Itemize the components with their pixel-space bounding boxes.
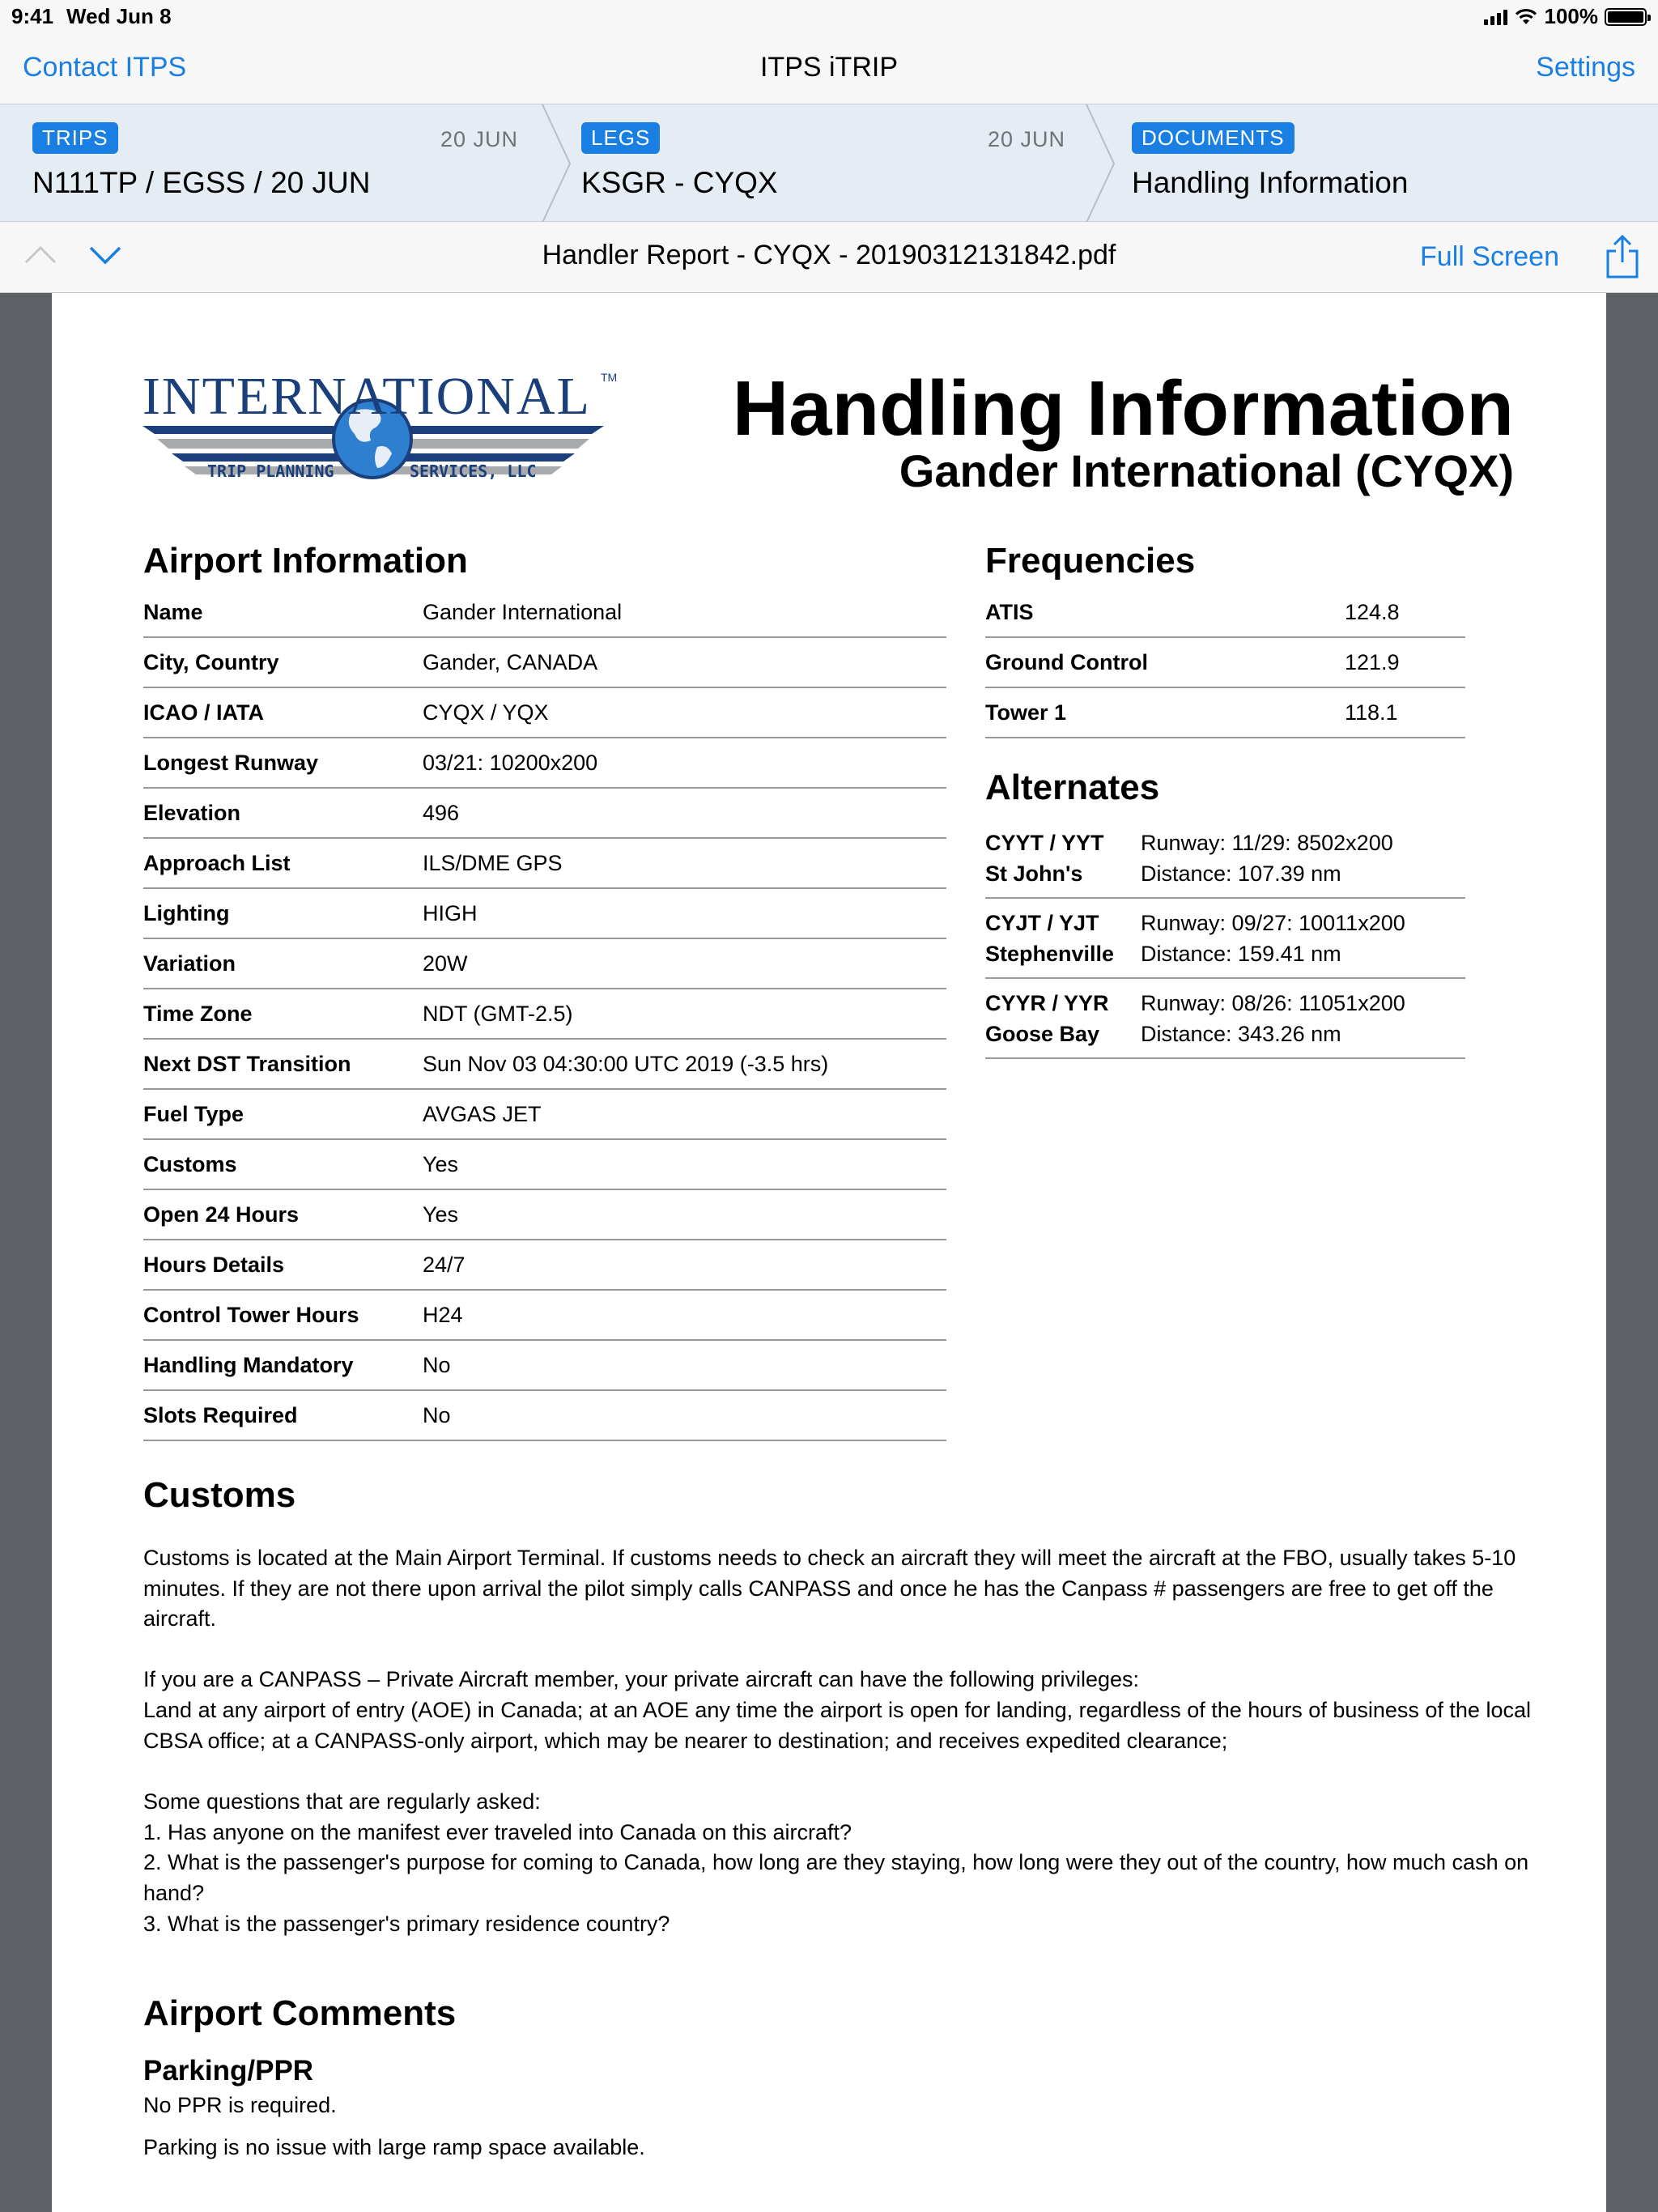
airport-info-row: [143, 1039, 946, 1089]
airport-info-row-value: ILS/DME GPS: [423, 838, 946, 888]
document-subtitle: Gander International (CYQX): [899, 445, 1514, 496]
settings-button[interactable]: Settings: [1536, 52, 1635, 83]
frequencies-heading: Frequencies: [985, 541, 1196, 581]
navigation-bar: [0, 34, 1658, 104]
frequencies-table: [985, 588, 1465, 738]
airport-info-row-label: Name: [143, 588, 423, 637]
airport-info-row: [143, 1290, 946, 1340]
airport-info-row: [143, 588, 946, 637]
alternate-info: [1141, 827, 1393, 889]
question-item: 1. Has anyone on the manifest ever traveled into Canada on this aircraft?: [143, 1820, 852, 1844]
airport-info-row-value: Sun Nov 03 04:30:00 UTC 2019 (-3.5 hrs): [423, 1039, 946, 1089]
airport-info-row-value: 24/7: [423, 1240, 946, 1290]
alternate-info: [1141, 908, 1405, 969]
airport-info-row: [143, 838, 946, 888]
alternate-distance: Distance: 159.41 nm: [1141, 942, 1341, 966]
airport-info-row: [143, 1189, 946, 1240]
frequency-row-value: 118.1: [1345, 687, 1465, 738]
canpass-intro: If you are a CANPASS – Private Aircraft member, your private aircraft can have the following privileges:: [143, 1667, 1140, 1691]
breadcrumb-separator-icon: [541, 104, 573, 223]
airport-info-row-label: Next DST Transition: [143, 1039, 423, 1089]
airport-info-row-label: City, Country: [143, 637, 423, 687]
airport-info-row-label: Customs: [143, 1139, 423, 1189]
document-filename: Handler Report - CYQX - 20190312131842.pdf: [542, 240, 1116, 270]
airport-info-row-value: No: [423, 1390, 946, 1440]
airport-info-row-label: Time Zone: [143, 989, 423, 1039]
legs-date: 20 JUN: [987, 127, 1065, 151]
customs-heading: Customs: [143, 1475, 296, 1515]
breadcrumb: [0, 104, 1658, 222]
alternate-info: [1141, 988, 1405, 1049]
breadcrumb-trips[interactable]: [0, 104, 551, 223]
airport-information-heading: Airport Information: [143, 541, 468, 581]
airport-info-row: [143, 738, 946, 788]
wifi-icon: [1514, 8, 1538, 26]
alternate-row: [985, 898, 1465, 979]
airport-info-row-label: ICAO / IATA: [143, 687, 423, 738]
status-time: 9:41: [11, 4, 54, 28]
trips-label: N111TP / EGSS / 20 JUN: [32, 166, 371, 199]
logo-left-tag: TRIP PLANNING: [207, 462, 334, 481]
airport-info-row: [143, 637, 946, 687]
frequency-row-label: Tower 1: [985, 687, 1345, 738]
frequency-row-value: 124.8: [1345, 588, 1465, 637]
logo-right-tag: SERVICES, LLC: [410, 462, 537, 481]
pdf-page: [52, 293, 1606, 2212]
airport-info-row-label: Fuel Type: [143, 1089, 423, 1139]
alternate-code: CYYR / YYR: [985, 991, 1109, 1015]
airport-info-row-value: Gander, CANADA: [423, 637, 946, 687]
alternate-row: [985, 818, 1465, 899]
legs-badge: LEGS: [581, 122, 660, 154]
airport-info-row-value: No: [423, 1340, 946, 1390]
logo-wordmark: INTERNATIONAL: [142, 367, 591, 426]
alternates-heading: Alternates: [985, 768, 1160, 807]
frequency-row-label: ATIS: [985, 588, 1345, 637]
status-date: Wed Jun 8: [66, 4, 172, 28]
app-title: ITPS iTRIP: [759, 52, 899, 83]
airport-info-row-label: Approach List: [143, 838, 423, 888]
alternate-distance: Distance: 107.39 nm: [1141, 861, 1341, 886]
airport-info-row-label: Lighting: [143, 888, 423, 938]
share-icon[interactable]: [1605, 233, 1640, 280]
airport-info-row: [143, 938, 946, 989]
alternate-name: Stephenville: [985, 942, 1115, 966]
airport-info-row-value: AVGAS JET: [423, 1089, 946, 1139]
alternate-name: Goose Bay: [985, 1022, 1100, 1046]
airport-info-row-value: HIGH: [423, 888, 946, 938]
ppr-note: No PPR is required.: [143, 2093, 337, 2117]
airport-info-row-label: Variation: [143, 938, 423, 989]
breadcrumb-legs[interactable]: [573, 104, 1091, 223]
alternate-airport: [985, 908, 1114, 969]
alternate-code: CYYT / YYT: [985, 831, 1104, 855]
airport-info-row-value: 03/21: 10200x200: [423, 738, 946, 788]
logo-trademark: TM: [601, 371, 618, 384]
customs-paragraph: Customs is located at the Main Airport Terminal. If customs needs to check an aircraft they will meet the aircraft at the FBO, usually takes 5-10 minutes. If they are not there upon arrival the pilot simply calls CANPASS and once he has the Canpass # passengers are free to get off the aircraft.: [143, 1546, 1516, 1631]
parking-ppr-subheading: Parking/PPR: [143, 2055, 314, 2087]
airport-info-row-value: Yes: [423, 1189, 946, 1240]
alternate-airport: [985, 988, 1109, 1049]
question-item: 2. What is the passenger's purpose for coming to Canada, how long are they staying, how long were they out of the country, how much cash on hand?: [143, 1850, 1529, 1905]
airport-info-row: [143, 1240, 946, 1290]
airport-information-table: [143, 588, 946, 1441]
airport-info-row: [143, 989, 946, 1039]
battery-percent: 100%: [1544, 4, 1598, 28]
airport-info-row-value: Gander International: [423, 588, 946, 637]
status-bar: [0, 0, 1658, 34]
breadcrumb-separator-icon: [1085, 104, 1117, 223]
trips-date: 20 JUN: [440, 127, 518, 151]
cellular-signal-icon: [1484, 9, 1507, 25]
questions-intro: Some questions that are regularly asked:: [143, 1789, 541, 1814]
airport-info-row-label: Handling Mandatory: [143, 1340, 423, 1390]
trips-badge: TRIPS: [32, 122, 118, 154]
frequency-row: [985, 687, 1465, 738]
frequency-row-value: 121.9: [1345, 637, 1465, 687]
legs-label: KSGR - CYQX: [581, 166, 778, 199]
alternate-runway: Runway: 08/26: 11051x200: [1141, 991, 1405, 1015]
parking-note: Parking is no issue with large ramp space available.: [143, 2135, 645, 2159]
breadcrumb-documents[interactable]: [1124, 104, 1642, 223]
battery-icon: [1605, 8, 1647, 26]
airport-info-row: [143, 1340, 946, 1390]
alternate-row: [985, 978, 1465, 1059]
airport-info-row: [143, 1089, 946, 1139]
airport-info-row: [143, 888, 946, 938]
airport-info-row: [143, 1390, 946, 1440]
airport-info-row-label: Hours Details: [143, 1240, 423, 1290]
frequency-row: [985, 637, 1465, 687]
alternate-airport: [985, 827, 1104, 889]
alternate-code: CYJT / YJT: [985, 911, 1099, 935]
airport-comments-heading: Airport Comments: [143, 1993, 457, 2033]
airport-info-row-label: Slots Required: [143, 1390, 423, 1440]
question-item: 3. What is the passenger's primary residence country?: [143, 1912, 670, 1936]
pdf-toolbar: [0, 222, 1658, 293]
alternate-runway: Runway: 11/29: 8502x200: [1141, 831, 1393, 855]
full-screen-button[interactable]: Full Screen: [1420, 241, 1559, 272]
airport-info-row-label: Longest Runway: [143, 738, 423, 788]
frequency-row-label: Ground Control: [985, 637, 1345, 687]
airport-info-row-value: NDT (GMT-2.5): [423, 989, 946, 1039]
airport-info-row-value: 20W: [423, 938, 946, 989]
contact-itps-button[interactable]: Contact ITPS: [23, 52, 187, 83]
alternate-name: St John's: [985, 861, 1083, 886]
airport-info-row-value: CYQX / YQX: [423, 687, 946, 738]
alternate-distance: Distance: 343.26 nm: [1141, 1022, 1341, 1046]
airport-info-row-value: H24: [423, 1290, 946, 1340]
airport-info-row-label: Open 24 Hours: [143, 1189, 423, 1240]
airport-info-row: [143, 687, 946, 738]
airport-info-row: [143, 788, 946, 838]
airport-info-row: [143, 1139, 946, 1189]
canpass-privileges: Land at any airport of entry (AOE) in Canada; at an AOE any time the airport is open for landing, regardless of the hours of business of the local CBSA office; at a CANPASS-only airport, which may be nearer to destination; and receives expedited clearance;: [143, 1698, 1531, 1753]
document-title: Handling Information: [732, 365, 1514, 452]
airport-info-row-label: Control Tower Hours: [143, 1290, 423, 1340]
airport-info-row-label: Elevation: [143, 788, 423, 838]
airport-info-row-value: Yes: [423, 1139, 946, 1189]
alternate-runway: Runway: 09/27: 10011x200: [1141, 911, 1405, 935]
airport-info-row-value: 496: [423, 788, 946, 838]
documents-badge: DOCUMENTS: [1132, 122, 1295, 154]
frequency-row: [985, 588, 1465, 637]
documents-label: Handling Information: [1132, 166, 1409, 199]
